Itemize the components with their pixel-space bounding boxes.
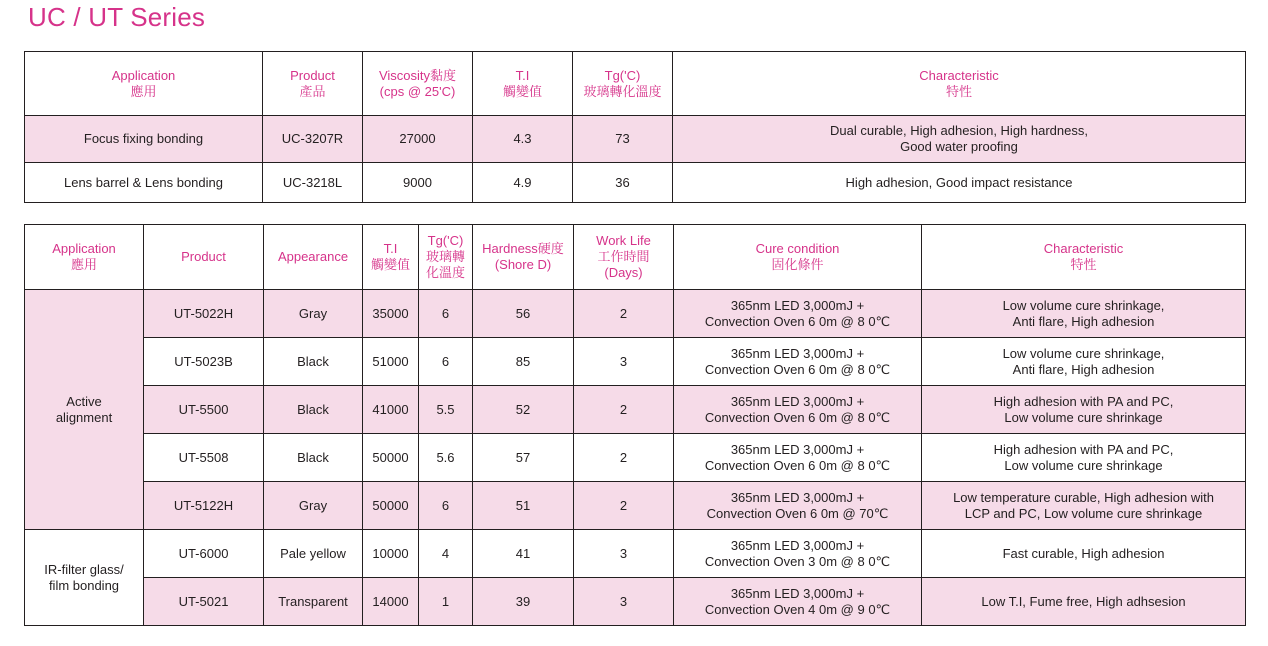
cure-condition-cell: 365nm LED 3,000mJ + Convection Oven 6 0m @ 8 0℃: [674, 386, 922, 434]
cure-condition-cell: 365nm LED 3,000mJ + Convection Oven 3 0m @ 8 0℃: [674, 530, 922, 578]
uc-header-characteristic: Characteristic 特性: [673, 52, 1246, 116]
application-group-cell: Active alignment: [25, 290, 144, 530]
uc-header-ti: T.I 觸變值: [473, 52, 573, 116]
work-life-cell: 2: [574, 434, 674, 482]
page-title: UC / UT Series: [28, 2, 206, 32]
uc-header-product: Product 產品: [263, 52, 363, 116]
hardness-cell: 52: [473, 386, 574, 434]
appearance-cell: Gray: [264, 482, 363, 530]
ut-header-ti: T.I 觸變值: [363, 225, 419, 290]
appearance-cell: Pale yellow: [264, 530, 363, 578]
hardness-cell: 85: [473, 338, 574, 386]
hardness-cell: 41: [473, 530, 574, 578]
ut-header-cure-condition: Cure condition 固化條件: [674, 225, 922, 290]
table-row: [25, 386, 1246, 434]
table-row: [25, 434, 1246, 482]
hardness-cell: 51: [473, 482, 574, 530]
uc-header-row: [25, 52, 1246, 116]
ut-header-tg: Tg('C) 玻璃轉 化溫度: [419, 225, 473, 290]
viscosity-cell: 9000: [363, 163, 473, 203]
characteristic-cell: Low temperature curable, High adhesion with LCP and PC, Low volume cure shrinkage: [922, 482, 1246, 530]
table-row: [25, 482, 1246, 530]
viscosity-cell: 27000: [363, 116, 473, 163]
appearance-cell: Black: [264, 386, 363, 434]
cure-condition-cell: 365nm LED 3,000mJ + Convection Oven 6 0m @ 8 0℃: [674, 434, 922, 482]
ut-header-appearance: Appearance: [264, 225, 363, 290]
work-life-cell: 2: [574, 290, 674, 338]
table-row: [25, 338, 1246, 386]
characteristic-cell: Fast curable, High adhesion: [922, 530, 1246, 578]
appearance-cell: Gray: [264, 290, 363, 338]
table-row: [25, 578, 1246, 626]
characteristic-cell: High adhesion with PA and PC, Low volume cure shrinkage: [922, 386, 1246, 434]
ut-header-hardness: Hardness硬度 (Shore D): [473, 225, 574, 290]
viscosity-cell: 10000: [363, 530, 419, 578]
table-row: [25, 530, 1246, 578]
appearance-cell: Transparent: [264, 578, 363, 626]
work-life-cell: 3: [574, 338, 674, 386]
product-cell: UT-5022H: [144, 290, 264, 338]
hardness-cell: 56: [473, 290, 574, 338]
ti-cell: 4.9: [473, 163, 573, 203]
ti-cell: 4.3: [473, 116, 573, 163]
product-cell: UT-5023B: [144, 338, 264, 386]
appearance-cell: Black: [264, 434, 363, 482]
tg-cell: 73: [573, 116, 673, 163]
uc-header-tg: Tg('C) 玻璃轉化溫度: [573, 52, 673, 116]
ut-header-work-life: Work Life 工作時間 (Days): [574, 225, 674, 290]
application-group-cell: IR-filter glass/ film bonding: [25, 530, 144, 626]
product-cell: UT-5122H: [144, 482, 264, 530]
ut-header-row: [25, 225, 1246, 290]
viscosity-cell: 35000: [363, 290, 419, 338]
viscosity-cell: 51000: [363, 338, 419, 386]
uc-series-table: [24, 51, 1246, 203]
hardness-cell: 39: [473, 578, 574, 626]
viscosity-cell: 41000: [363, 386, 419, 434]
work-life-cell: 2: [574, 386, 674, 434]
cure-condition-cell: 365nm LED 3,000mJ + Convection Oven 6 0m @ 8 0℃: [674, 338, 922, 386]
characteristic-cell: Dual curable, High adhesion, High hardness, Good water proofing: [673, 116, 1246, 163]
product-cell: UT-5021: [144, 578, 264, 626]
tg-cell: 1: [419, 578, 473, 626]
tg-cell: 6: [419, 290, 473, 338]
application-cell: Focus fixing bonding: [25, 116, 263, 163]
ut-header-characteristic: Characteristic 特性: [922, 225, 1246, 290]
table-row: [25, 290, 1246, 338]
product-cell: UT-5508: [144, 434, 264, 482]
characteristic-cell: High adhesion, Good impact resistance: [673, 163, 1246, 203]
tg-cell: 6: [419, 338, 473, 386]
uc-header-application: Application 應用: [25, 52, 263, 116]
characteristic-cell: Low T.I, Fume free, High adhsesion: [922, 578, 1246, 626]
tg-cell: 4: [419, 530, 473, 578]
hardness-cell: 57: [473, 434, 574, 482]
uc-header-viscosity: Viscosity黏度 (cps @ 25'C): [363, 52, 473, 116]
table-row: [25, 163, 1246, 203]
ut-series-table: [24, 224, 1246, 626]
tg-cell: 5.6: [419, 434, 473, 482]
viscosity-cell: 50000: [363, 482, 419, 530]
product-cell: UT-5500: [144, 386, 264, 434]
cure-condition-cell: 365nm LED 3,000mJ + Convection Oven 4 0m @ 9 0℃: [674, 578, 922, 626]
viscosity-cell: 14000: [363, 578, 419, 626]
cure-condition-cell: 365nm LED 3,000mJ + Convection Oven 6 0m @ 70℃: [674, 482, 922, 530]
ut-header-product: Product: [144, 225, 264, 290]
table-row: [25, 116, 1246, 163]
viscosity-cell: 50000: [363, 434, 419, 482]
application-cell: Lens barrel & Lens bonding: [25, 163, 263, 203]
tg-cell: 5.5: [419, 386, 473, 434]
characteristic-cell: Low volume cure shrinkage, Anti flare, High adhesion: [922, 338, 1246, 386]
ut-header-application: Application 應用: [25, 225, 144, 290]
work-life-cell: 3: [574, 530, 674, 578]
product-cell: UC-3207R: [263, 116, 363, 163]
characteristic-cell: Low volume cure shrinkage, Anti flare, High adhesion: [922, 290, 1246, 338]
tg-cell: 6: [419, 482, 473, 530]
characteristic-cell: High adhesion with PA and PC, Low volume cure shrinkage: [922, 434, 1246, 482]
work-life-cell: 3: [574, 578, 674, 626]
work-life-cell: 2: [574, 482, 674, 530]
product-cell: UT-6000: [144, 530, 264, 578]
cure-condition-cell: 365nm LED 3,000mJ + Convection Oven 6 0m @ 8 0℃: [674, 290, 922, 338]
tg-cell: 36: [573, 163, 673, 203]
product-cell: UC-3218L: [263, 163, 363, 203]
appearance-cell: Black: [264, 338, 363, 386]
